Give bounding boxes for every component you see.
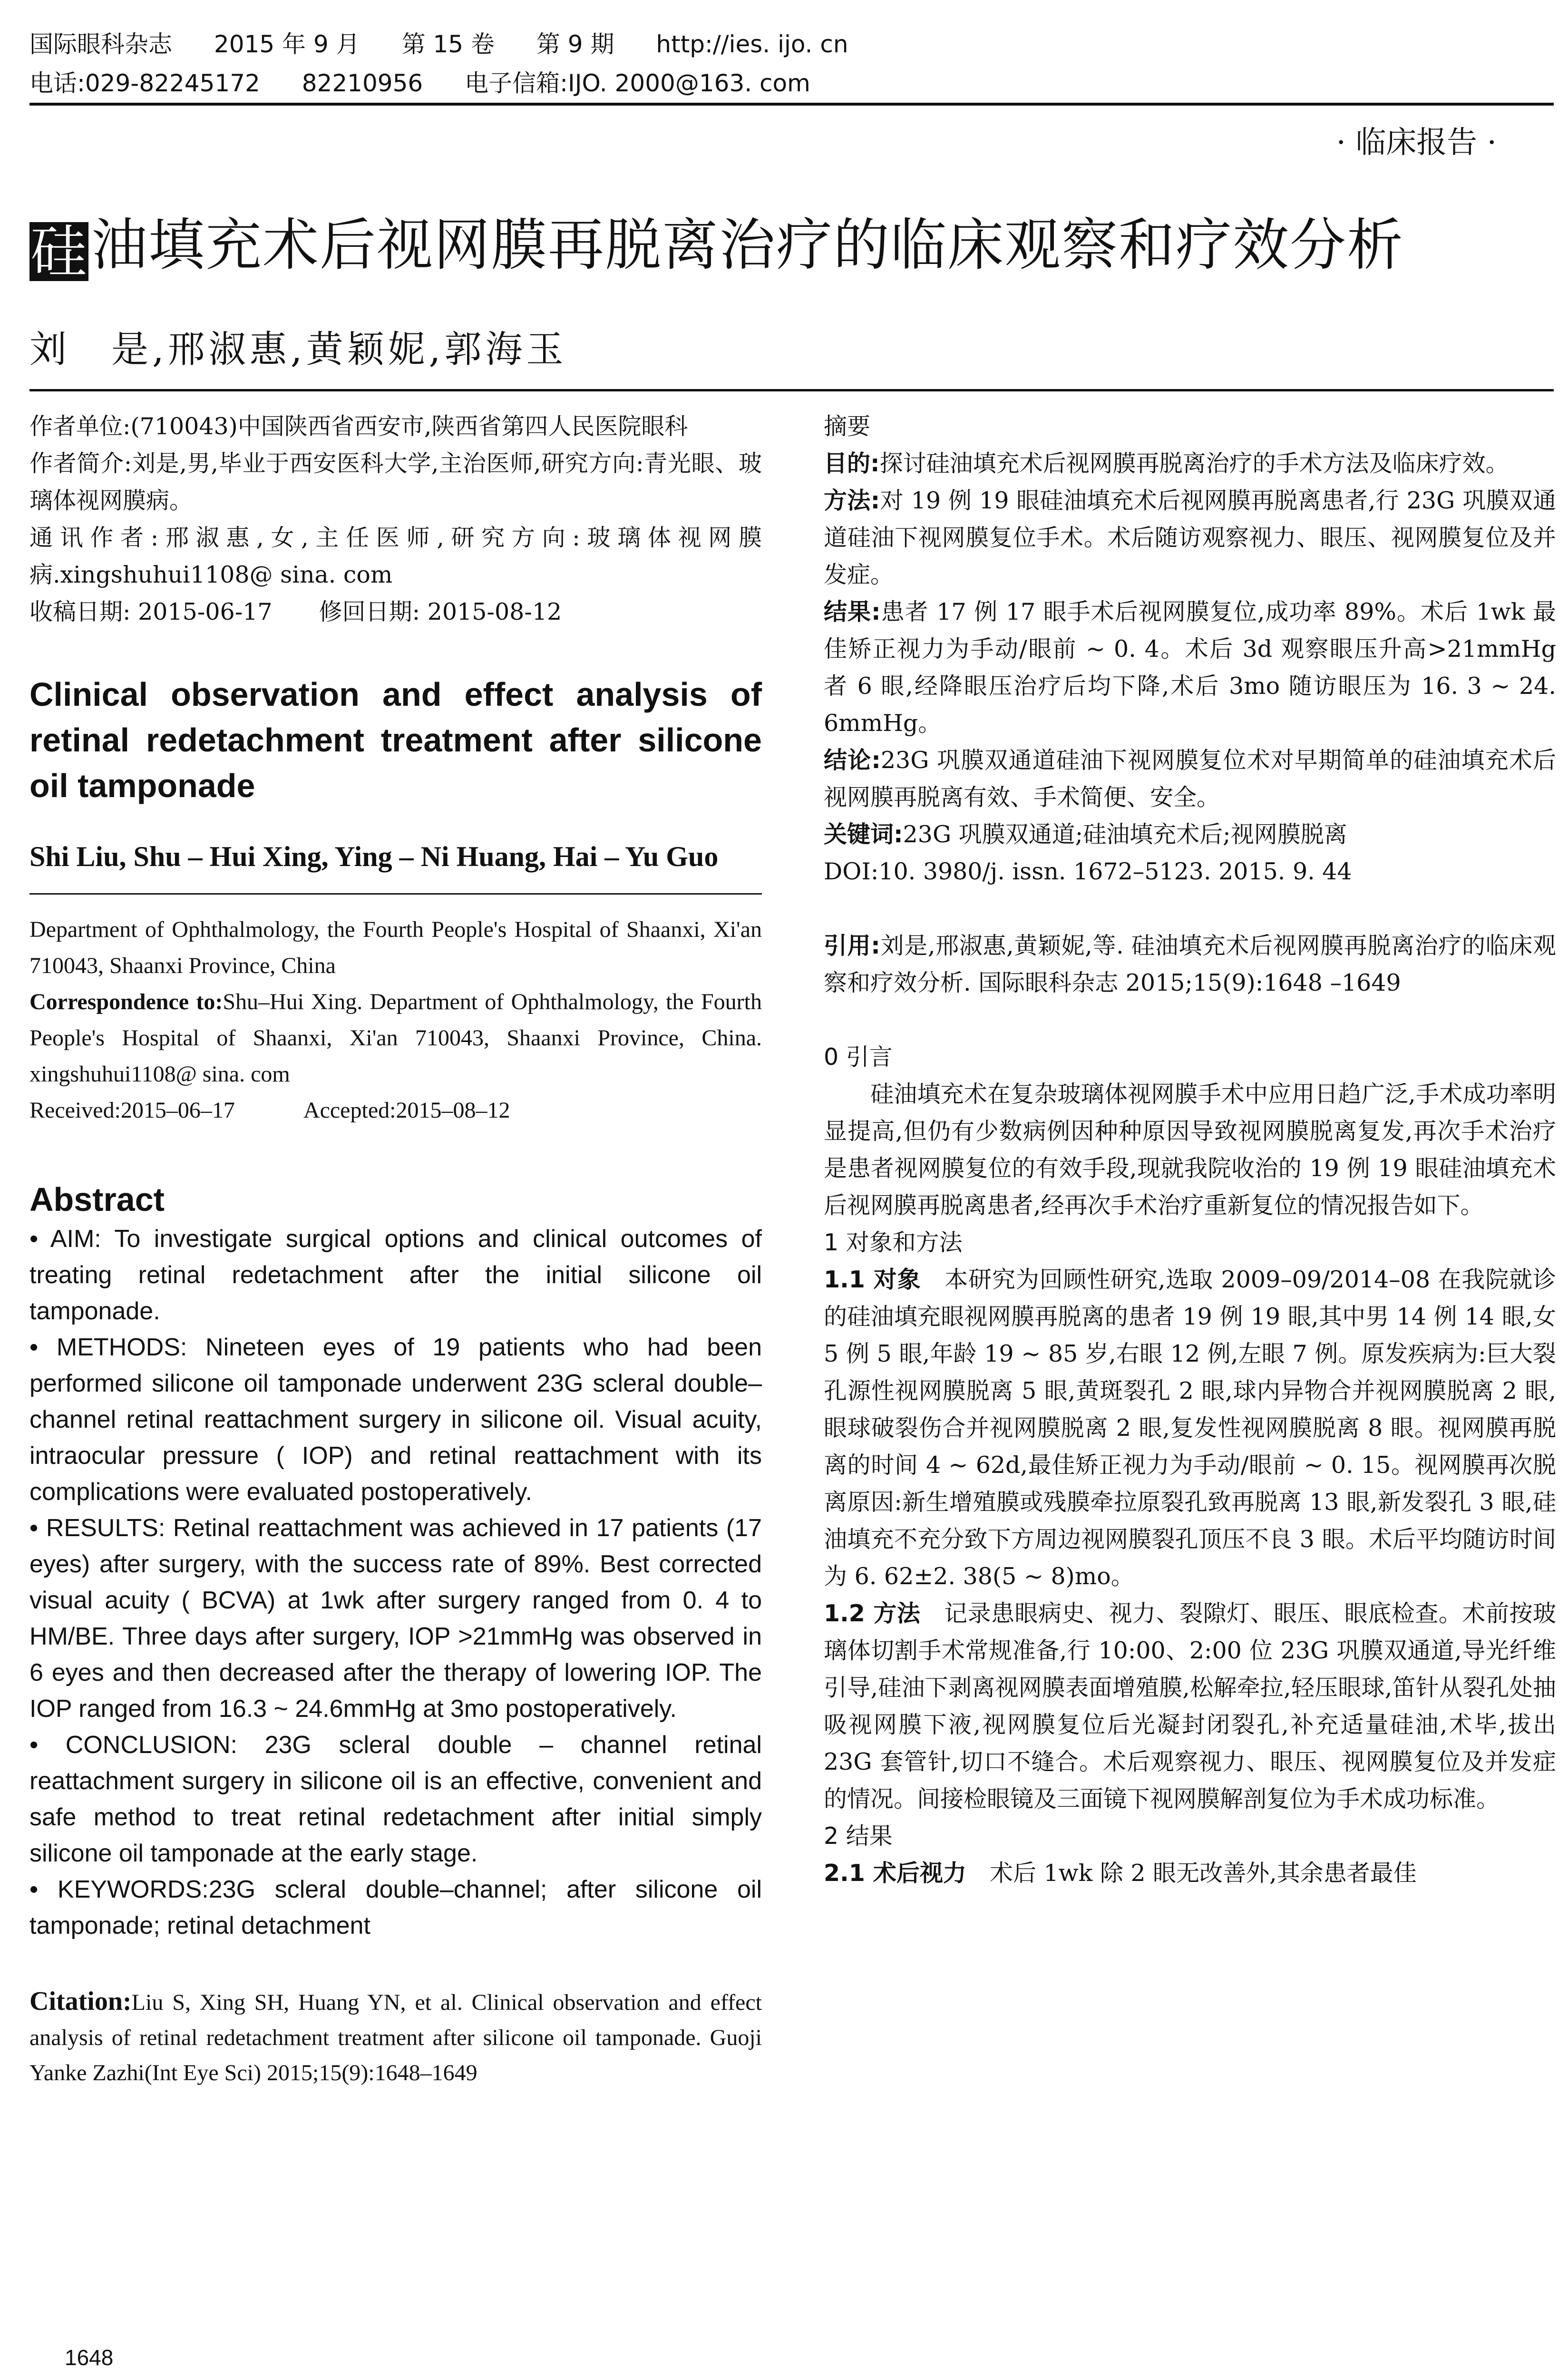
cn-keywords	[824, 816, 1556, 853]
section-1-2-text: 记录患眼病史、视力、裂隙灯、眼压、眼底检查。术前按玻璃体切割手术常规准备,行 10:00、2:00 位 23G 巩膜双通道,导光纤维引导,硅油下剥离视网膜表面增殖膜,松解牵拉,轻压眼球,笛针从裂孔处抽吸视网膜下液,视网膜复位后光凝封闭裂孔,补充适量硅油,术毕,拔出 23G 套管针,切口不缝合。术后观察视力、眼压、视网膜复位及并发症的情况。间接检眼镜及三面镜下视网膜解剖复位为手术成功标准。	[824, 1600, 1556, 1812]
section-1-1-heading: 1.1 对象	[824, 1266, 921, 1293]
section-2-1	[824, 1855, 1556, 1892]
abstract-aim: • AIM: To investigate surgical options and clinical outcomes of treating retinal redetachment after the initial silicone oil tamponade.	[29, 1225, 762, 1325]
section-1-2-heading: 1.2 方法	[824, 1600, 921, 1627]
chinese-abstract-heading: 摘要	[824, 413, 871, 440]
affiliation-line: 作者简介:刘是,男,毕业于西安医科大学,主治医师,研究方向:青光眼、玻璃体视网膜病。	[29, 450, 762, 514]
authors-divider	[29, 893, 762, 895]
cn-aim-label: 目的:	[824, 450, 880, 477]
section-2-heading: 2 结果	[824, 1822, 893, 1850]
section-tag: · 临床报告 ·	[1336, 125, 1497, 160]
correspondence-text[interactable]: Shu–Hui Xing. Department of Ophthalmology, the Fourth People's Hospital of Shaanxi, Xi'an 710043, Shaanxi Province, China. xingshuhui1108@ sina. com	[29, 989, 762, 1087]
citation-label: Citation:	[29, 1987, 132, 2016]
received-accepted: Received:2015–06–17 Accepted:2015–08–12	[29, 1098, 510, 1123]
section-0-heading: 0 引言	[824, 1043, 893, 1071]
cn-methods-label: 方法:	[824, 487, 880, 514]
running-header	[29, 25, 883, 103]
phone: 电话:029-82245172	[29, 69, 260, 97]
english-title: Clinical observation and effect analysis of retinal redetachment treatment after silicone oil tamponade	[29, 676, 762, 804]
volume: 第 15 卷	[401, 30, 495, 58]
correspondence	[29, 984, 762, 1092]
article-title	[29, 200, 1404, 284]
abstract-methods: • METHODS: Nineteen eyes of 19 patients who had been performed silicone oil tamponade underwent 23G scleral double–channel retinal reattachment surgery in silicone oil. Visual acuity, intraocular pressure ( IOP) and retinal reattachment with its complications were evaluated postoperatively.	[29, 1334, 762, 1506]
cn-aim-text: 探讨硅油填充术后视网膜再脱离治疗的手术方法及临床疗效。	[879, 450, 1509, 477]
abstract-results: • RESULTS: Retinal reattachment was achieved in 17 patients (17 eyes) after surgery, with the success rate of 89%. Best corrected visual acuity ( BCVA) at 1wk after surgery ranged from 0. 4 to HM/BE. Three days after surgery, IOP >21mmHg was observed in 6 eyes and then decreased after the therapy of lowering IOP. The IOP ranged from 16.3 ~ 24.6mmHg at 3mo postoperatively.	[29, 1514, 762, 1723]
cn-conclusion-text: 23G 巩膜双通道硅油下视网膜复位术对早期简单的硅油填充术后视网膜再脱离有效、手术简便、安全。	[824, 747, 1556, 811]
issue-date: 2015 年 9 月	[214, 30, 360, 58]
correspondence-label: Correspondence to:	[29, 989, 223, 1014]
title-first-char: 硅	[30, 219, 88, 284]
affiliation-line: 作者单位:(710043)中国陕西省西安市,陕西省第四人民医院眼科	[29, 413, 688, 440]
right-column	[824, 408, 1556, 1892]
cn-citation-text: 刘是,邢淑惠,黄颖妮,等. 硅油填充术后视网膜再脱离治疗的临床观察和疗效分析. 国际眼科杂志 2015;15(9):1648 –1649	[824, 932, 1556, 996]
email[interactable]: 电子信箱:IJO. 2000@163. com	[465, 69, 810, 97]
abstract-heading: Abstract	[29, 1181, 165, 1218]
cn-conclusion-label: 结论:	[824, 747, 881, 774]
cn-aim	[824, 445, 1556, 482]
english-affiliation	[29, 912, 762, 1129]
section-1-1	[824, 1261, 1556, 1595]
title-divider	[29, 389, 1554, 391]
page-number: 1648	[65, 2345, 114, 2370]
header-divider	[29, 103, 1554, 106]
section-2-1-heading: 2.1 术后视力	[824, 1860, 966, 1887]
issue: 第 9 期	[536, 30, 614, 58]
cn-citation	[824, 927, 1556, 1002]
phone-2: 82210956	[302, 69, 423, 97]
cn-keywords-text: 23G 巩膜双通道;硅油填充术后;视网膜脱离	[903, 821, 1347, 848]
section-1-2	[824, 1595, 1556, 1818]
cn-conclusion	[824, 742, 1556, 816]
cn-results-label: 结果:	[824, 598, 881, 625]
journal-url[interactable]: http://ies. ijo. cn	[656, 30, 848, 58]
section-2-1-text: 术后 1wk 除 2 眼无改善外,其余患者最佳	[989, 1860, 1417, 1887]
author-affiliations	[29, 408, 762, 631]
section-1-heading: 1 对象和方法	[824, 1229, 963, 1256]
english-citation	[29, 1984, 762, 2091]
department: Department of Ophthalmology, the Fourth People's Hospital of Shaanxi, Xi'an 710043, Shaanxi Province, China	[29, 917, 762, 978]
section-1-1-text: 本研究为回顾性研究,选取 2009–09/2014–08 在我院就诊的硅油填充眼视网膜再脱离的患者 19 例 19 眼,其中男 14 例 14 眼,女 5 例 5 眼,年龄 19 ~ 85 岁,右眼 12 例,左眼 7 例。原发疾病为:巨大裂孔源性视网膜脱离 5 眼,黄斑裂孔 2 眼,球内异物合并视网膜脱离 2 眼,眼球破裂伤合并视网膜脱离 2 眼,复发性视网膜脱离 8 眼。视网膜再脱离的时间 4 ~ 62d,最佳矫正视力为手动/眼前 ~ 0. 15。视网膜再次脱离原因:新生增殖膜或残膜牵拉原裂孔致再脱离 13 眼,新发裂孔 3 眼,硅油填充不充分致下方周边视网膜裂孔顶压不良 3 眼。术后平均随访时间为 6. 62±2. 38(5 ~ 8)mo。	[824, 1266, 1556, 1590]
cn-methods-text: 对 19 例 19 眼硅油填充术后视网膜再脱离患者,行 23G 巩膜双通道硅油下视网膜复位手术。术后随访观察视力、眼压、视网膜复位及并发症。	[824, 487, 1556, 588]
title-rest: 油填充术后视网膜再脱离治疗的临床观察和疗效分析	[91, 212, 1404, 278]
english-abstract	[29, 1221, 762, 1944]
author-list: 刘 是,邢淑惠,黄颖妮,郭海玉	[29, 328, 567, 371]
english-authors: Shi Liu, Shu – Hui Xing, Ying – Ni Huang, Hai – Yu Guo	[29, 841, 719, 872]
left-column	[29, 408, 762, 2091]
citation-text: Liu S, Xing SH, Huang YN, et al. Clinical observation and effect analysis of retinal redetachment treatment after silicone oil tamponade. Guoji Yanke Zazhi(Int Eye Sci) 2015;15(9):1648–1649	[29, 1990, 762, 2085]
abstract-keywords: • KEYWORDS:23G scleral double–channel; after silicone oil tamponade; retinal detachment	[29, 1876, 762, 1939]
cn-citation-label: 引用:	[824, 932, 880, 959]
cn-results-text: 患者 17 例 17 眼手术后视网膜复位,成功率 89%。术后 1wk 最佳矫正视力为手动/眼前 ~ 0. 4。术后 3d 观察眼压升高>21mmHg 者 6 眼,经降眼压治疗后均下降,术后 3mo 随访眼压为 16. 3 ~ 24. 6mmHg。	[824, 598, 1556, 737]
journal-name: 国际眼科杂志	[29, 30, 172, 58]
doi[interactable]: DOI:10. 3980/j. issn. 1672–5123. 2015. 9. 44	[824, 858, 1352, 885]
affiliation-line: 通讯作者:邢淑惠,女,主任医师,研究方向:玻璃体视网膜病.xingshuhui1108@ sina. com	[29, 524, 762, 588]
abstract-conclusion: • CONCLUSION: 23G scleral double – channel retinal reattachment surgery in silicone oil is an effective, convenient and safe method to treat retinal redetachment after initial simply silicone oil tamponade at the early stage.	[29, 1731, 762, 1867]
affiliation-line: 收稿日期: 2015-06-17 修回日期: 2015-08-12	[29, 598, 562, 625]
cn-results	[824, 594, 1556, 742]
section-0-text: 硅油填充术在复杂玻璃体视网膜手术中应用日趋广泛,手术成功率明显提高,但仍有少数病例因种种原因导致视网膜脱离复发,再次手术治疗是患者视网膜复位的有效手段,现就我院收治的 19 例 19 眼硅油填充术后视网膜再脱离患者,经再次手术治疗重新复位的情况报告如下。	[824, 1081, 1556, 1219]
cn-methods	[824, 482, 1556, 594]
cn-keywords-label: 关键词:	[824, 821, 903, 848]
